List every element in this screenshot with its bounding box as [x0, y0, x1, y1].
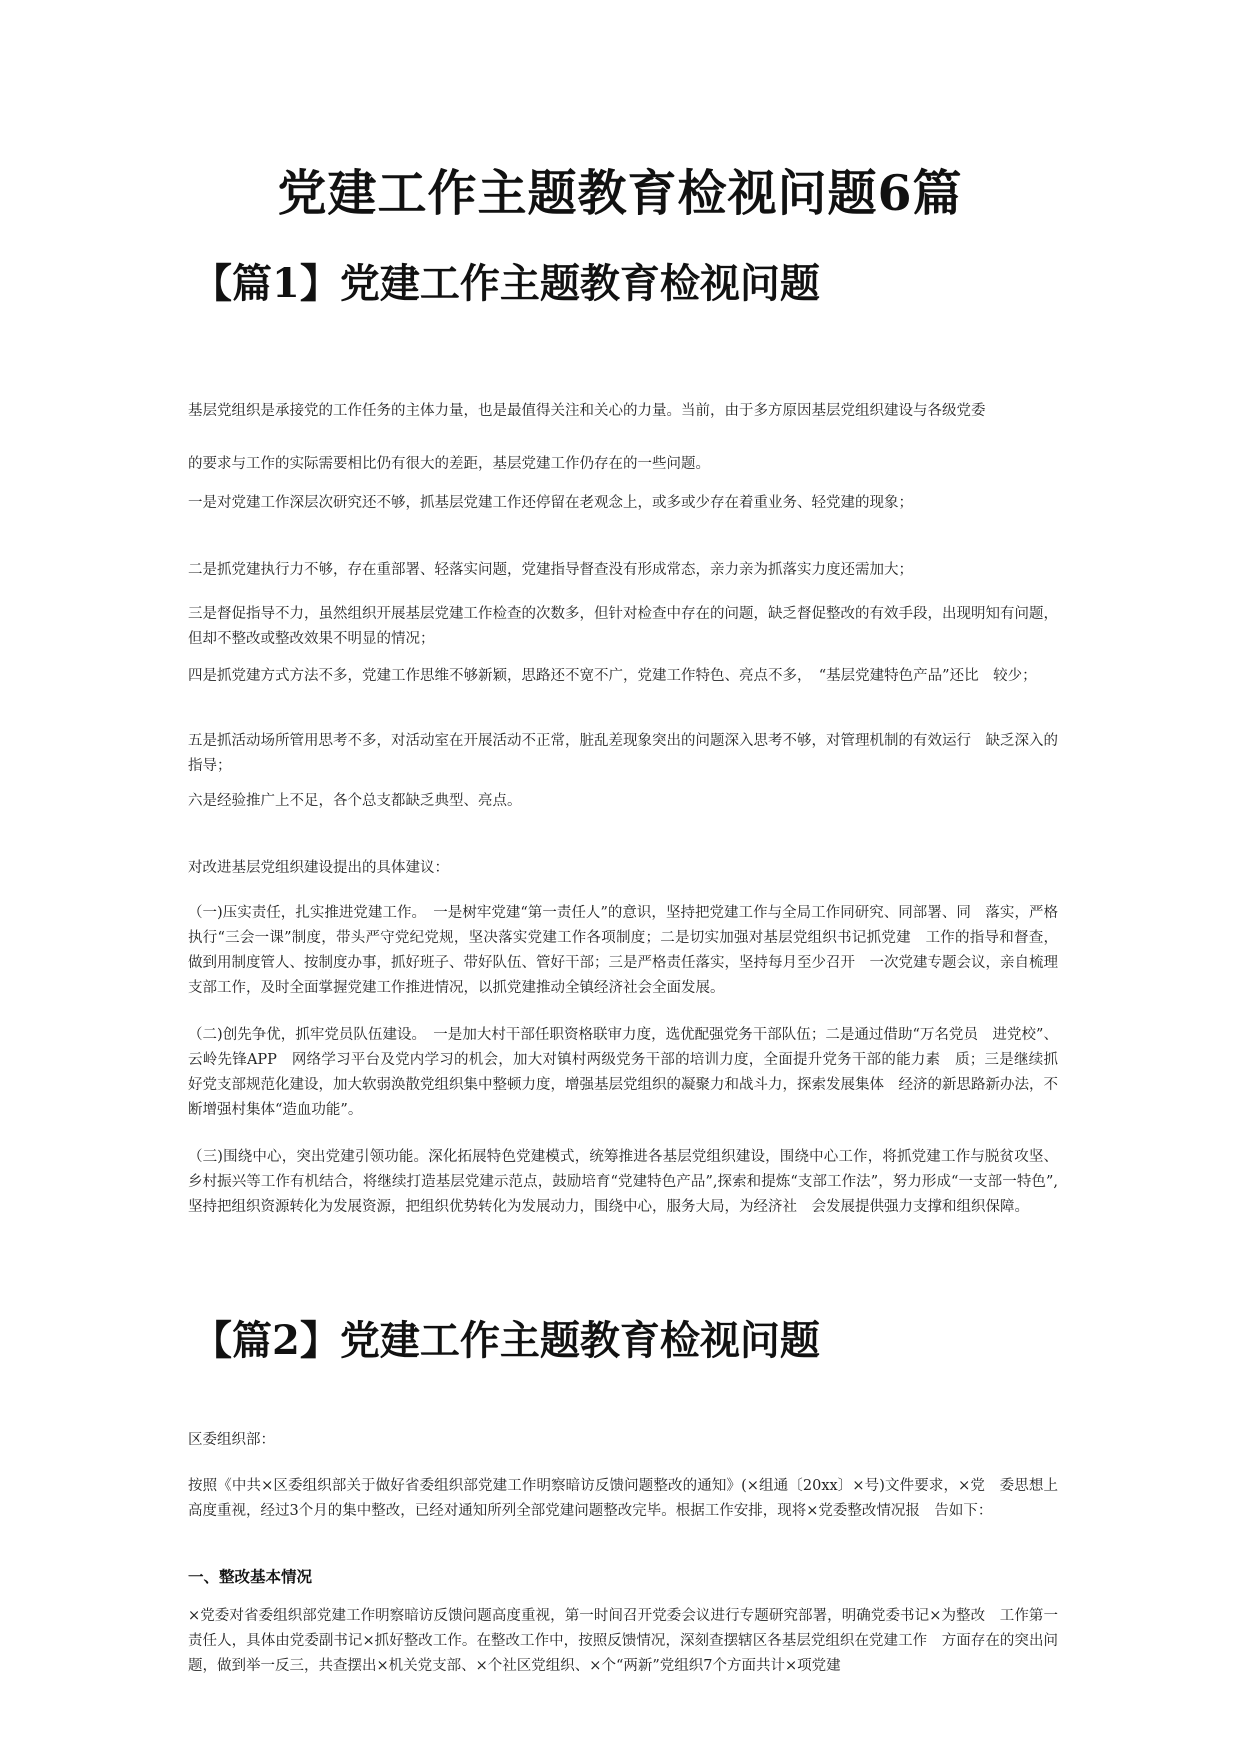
- problem-1: 一是对党建工作深层次研究还不够，抓基层党建工作还停留在老观念上，或多或少存在着重业务、轻党建的现象；: [188, 495, 913, 511]
- suggest-intro: 对改进基层党组织建设提出的具体建议：: [188, 860, 449, 876]
- problem-4: 四是抓党建方式方法不多，党建工作思维不够新颖，思路还不宽不广，党建工作特色、亮点不多， “基层党建特色产品”还比 较少；: [188, 668, 1037, 684]
- article2-para2: ×党委对省委组织部党建工作明察暗访反馈问题高度重视，第一时间召开党委会议进行专题研究部署，明确党委书记×为整改 工作第一责任人，具体由党委副书记×抓好整改工作。在整改工作中，按照反馈情况，深刻查摆辖区各基层党组织在党建工作 方面存在的突出问题，做到举一反三，共查摆出×机关党支部、×个社区党组织、×个“两新”党组织7个方面共计×项党建: [188, 1608, 1058, 1674]
- article2-para1: 按照《中共×区委组织部关于做好省委组织部党建工作明察暗访反馈问题整改的通知》(×组通〔20xx〕×号)文件要求，×党 委思想上高度重视，经过3个月的集中整改，已经对通知所列全部党建问题整改完毕。根据工作安排，现将×党委整改情况报 告如下：: [188, 1478, 1058, 1519]
- article2-heading: 【篇2】党建工作主题教育检视问题: [192, 1317, 820, 1364]
- article2-section1-heading: 一、整改基本情况: [188, 1568, 313, 1586]
- suggest-2: （二)创先争优，抓牢党员队伍建设。 一是加大村干部任职资格联审力度，选优配强党务干部队伍；二是通过借助“万名党员 进党校”、云岭先锋APP 网络学习平台及党内学习的机会，加大对镇村两级党务干部的培训力度，全面提升党务干部的能力素 质；三是继续抓好党支部规范化建设，加大软弱涣散党组织集中整顿力度，增强基层党组织的凝聚力和战斗力，探索发展集体 经济的新思路新办法，不断增强村集体“造血功能”。: [188, 1027, 1058, 1118]
- article1-intro-line2: 的要求与工作的实际需要相比仍有很大的差距，基层党建工作仍存在的一些问题。: [188, 456, 710, 472]
- article2-salutation: 区委组织部：: [188, 1432, 275, 1448]
- problem-6: 六是经验推广上不足，各个总支都缺乏典型、亮点。: [188, 793, 522, 809]
- problem-2: 二是抓党建执行力不够，存在重部署、轻落实问题，党建指导督查没有形成常态，亲力亲为抓落实力度还需加大；: [188, 562, 913, 578]
- suggest-3: （三)围绕中心，突出党建引领功能。深化拓展特色党建模式，统筹推进各基层党组织建设，围绕中心工作，将抓党建工作与脱贫攻坚、乡村振兴等工作有机结合，将继续打造基层党建示范点，鼓励培育“党建特色产品”,探索和提炼“支部工作法”，努力形成“一支部一特色”,坚持把组织资源转化为发展资源，把组织优势转化为发展动力，围绕中心，服务大局，为经济社 会发展提供强力支撑和组织保障。: [188, 1149, 1058, 1215]
- suggest-1: （一)压实责任，扎实推进党建工作。 一是树牢党建“第一责任人”的意识，坚持把党建工作与全局工作同研究、同部署、同 落实，严格执行“三会一课”制度，带头严守党纪党规，坚决落实党建工作各项制度；二是切实加强对基层党组织书记抓党建 工作的指导和督查，做到用制度管人、按制度办事，抓好班子、带好队伍、管好干部；三是严格责任落实，坚持每月至少召开 一次党建专题会议，亲自梳理支部工作，及时全面掌握党建工作推进情况，以抓党建推动全镇经济社会全面发展。: [188, 905, 1058, 996]
- article1-intro-line1: 基层党组织是承接党的工作任务的主体力量，也是最值得关注和关心的力量。当前，由于多方原因基层党组织建设与各级党委: [188, 403, 986, 419]
- problem-3: 三是督促指导不力，虽然组织开展基层党建工作检查的次数多，但针对检查中存在的问题，缺乏督促整改的有效手段，出现明知有问题，但却不整改或整改效果不明显的情况；: [188, 606, 1058, 647]
- document-title: 党建工作主题教育检视问题6篇: [277, 164, 963, 222]
- article1-heading: 【篇1】党建工作主题教育检视问题: [192, 260, 820, 307]
- problem-5: 五是抓活动场所管用思考不多，对活动室在开展活动不正常，脏乱差现象突出的问题深入思考不够，对管理机制的有效运行 缺乏深入的指导；: [188, 733, 1058, 774]
